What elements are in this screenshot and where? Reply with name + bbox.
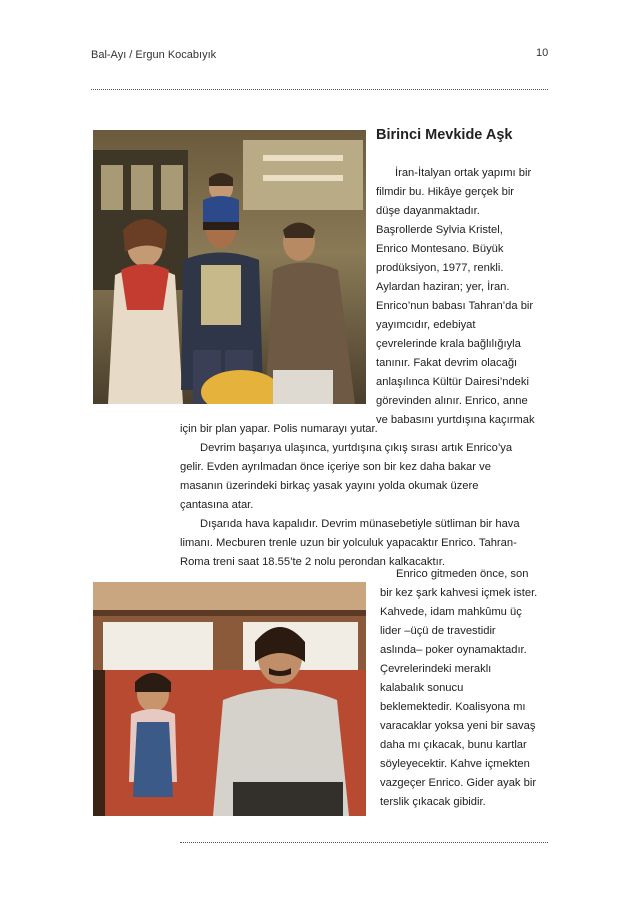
text-line: anlaşılınca Kültür Dairesi’ndeki [376, 376, 529, 388]
text-line: çantasına atar. [180, 499, 254, 511]
text-line: Kahvede, idam mahkûmu üç [380, 606, 522, 618]
footer-rule [180, 842, 548, 843]
text-line: prodüksiyon, 1977, renkli. [376, 262, 504, 274]
film-still-compartment-photo [93, 582, 366, 816]
text-line: Enrico’nun babası Tahran’da bir [376, 300, 534, 312]
text-line: vazgeçer Enrico. Gider ayak bir [380, 777, 537, 789]
text-line: görevinden alınır. Enrico, anne [376, 395, 528, 407]
header-rule [91, 89, 548, 90]
running-title: Bal-Ayı / Ergun Kocabıyık [91, 49, 217, 61]
text-line: Başrollerde Sylvia Kristel, [376, 224, 503, 236]
text-line: Enrico gitmeden önce, son [396, 568, 529, 580]
text-line: Enrico Montesano. Büyük [376, 243, 504, 255]
text-line: beklemektedir. Koalisyona mı [380, 701, 526, 713]
text-line: İran-İtalyan ortak yapımı bir [395, 167, 532, 179]
film-still-platform-photo [93, 130, 366, 404]
platform-photo-illustration [93, 130, 366, 404]
text-line: limanı. Mecburen trenle uzun bir yolculuk yapacaktır Enrico. Tahran- [180, 537, 517, 549]
article-title: Birinci Mevkide Aşk [376, 127, 513, 143]
text-line: terslik çıkacak gibidir. [380, 796, 486, 808]
text-line: bir kez şark kahvesi içmek ister. [380, 587, 538, 599]
text-line: düşe dayanmaktadır. [376, 205, 480, 217]
text-line: varacaklar yoksa yeni bir savaş [380, 720, 536, 732]
text-line: Çevrelerindeki meraklı [380, 663, 492, 675]
text-line: Aylardan haziran; yer, İran. [376, 281, 510, 293]
text-line: ve babasını yurtdışına kaçırmak [376, 414, 535, 426]
text-line: aslında– poker oynamaktadır. [380, 644, 527, 656]
text-line: için bir plan yapar. Polis numarayı yutar. [180, 423, 378, 435]
compartment-photo-illustration [93, 582, 366, 816]
text-line: filmdir bu. Hikâye gerçek bir [376, 186, 515, 198]
text-line: Dışarıda hava kapalıdır. Devrim münasebetiyle sütliman bir hava [200, 518, 520, 530]
text-line: lider –üçü de travestidir [380, 625, 496, 637]
text-line: yayımcıdır, edebiyat [376, 319, 476, 331]
text-line: tanınır. Fakat devrim olacağı [376, 357, 518, 369]
text-line: gelir. Evden ayrılmadan önce içeriye son bir kez daha bakar ve [180, 461, 491, 473]
text-line: kalabalık sonucu [380, 682, 464, 694]
text-line: çevrelerinde krala bağlılığıyla [376, 338, 521, 350]
text-line: Devrim başarıya ulaşınca, yurtdışına çıkış sırası artık Enrico’ya [200, 442, 513, 454]
text-line: Roma treni saat 18.55’te 2 nolu perondan kalkacaktır. [180, 556, 445, 568]
text-line: masanın üzerindeki birkaç yasak yayını yolda okumak üzere [180, 480, 479, 492]
text-line: daha mı çıkacak, bunu kartlar [380, 739, 527, 751]
page-number: 10 [536, 47, 549, 59]
text-line: söyleyecektir. Kahve içmekten [380, 758, 530, 770]
